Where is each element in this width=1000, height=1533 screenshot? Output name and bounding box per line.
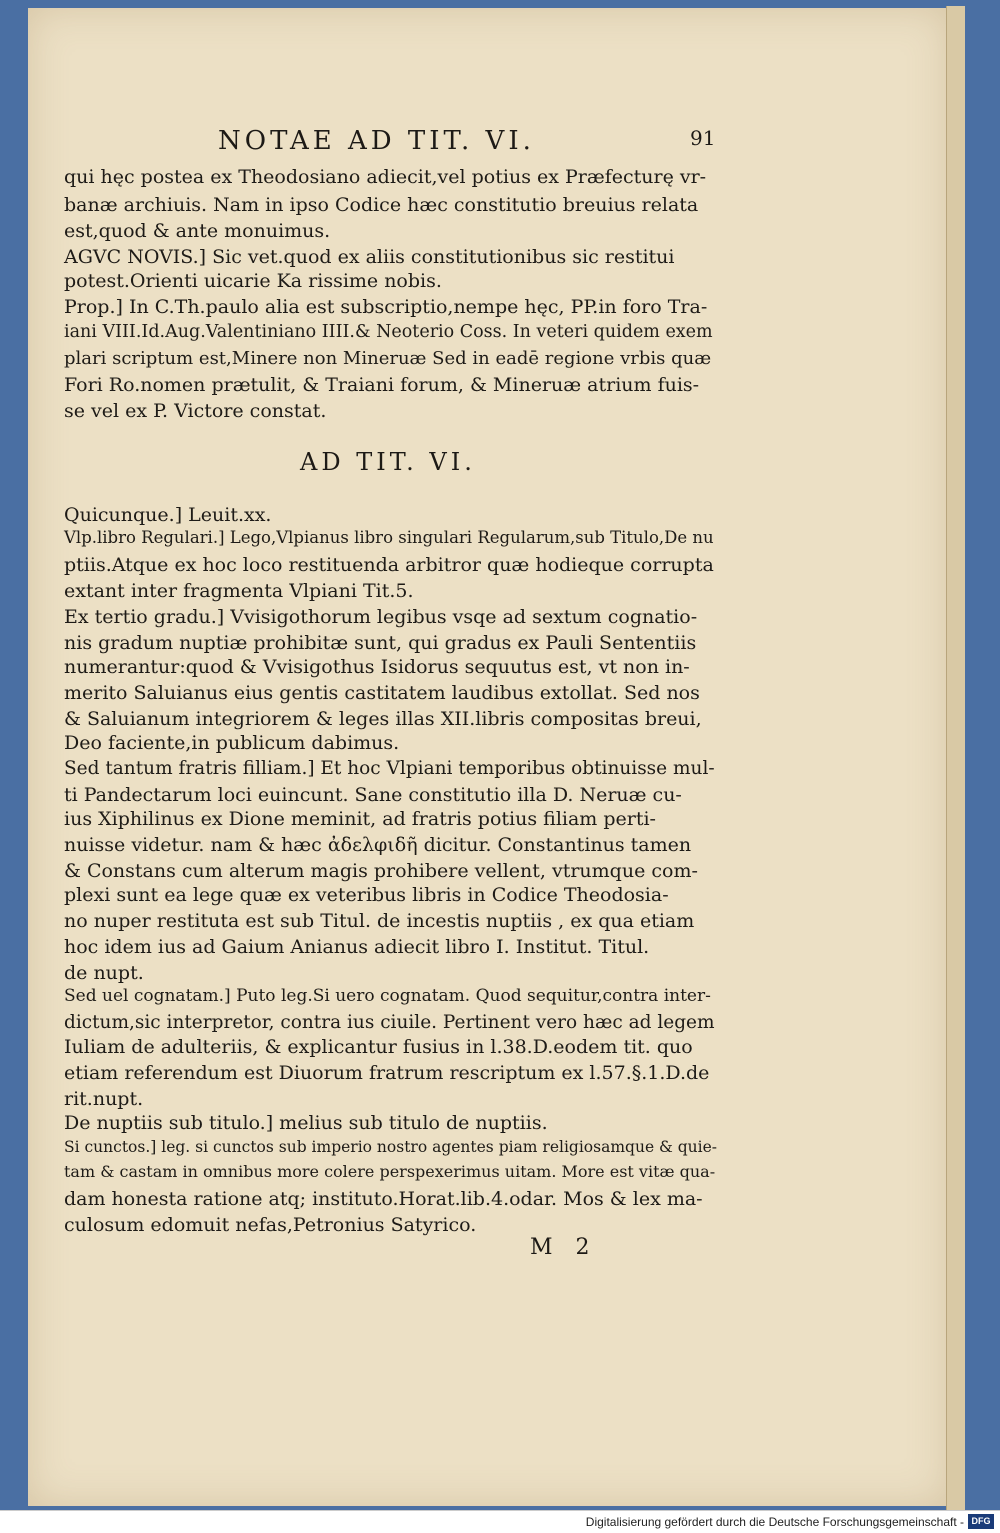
page-number: 91 <box>690 126 716 150</box>
text-line: ti Pandectarum loci euincunt. Sane constitutio illa D. Neruæ cu- <box>64 784 682 806</box>
text-line: & Constans cum alterum magis prohibere vellent, vtrumque com- <box>64 860 698 882</box>
text-line: qui hęc postea ex Theodosiano adiecit,vel potius ex Præfecturę vr- <box>64 166 707 188</box>
text-line: Sed uel cognatam.] Puto leg.Si uero cognatam. Quod sequitur,contra inter- <box>64 986 711 1006</box>
text-line: iani VIII.Id.Aug.Valentiniano IIII.& Neoterio Coss. In veteri quidem exem <box>64 322 713 342</box>
text-line: no nuper restituta est sub Titul. de incestis nuptiis , ex qua etiam <box>64 910 695 932</box>
text-line: Deo faciente,in publicum dabimus. <box>64 732 400 754</box>
text-line: & Saluianum integriorem & leges illas XII.libris compositas breui, <box>64 708 702 730</box>
text-line: tam & castam in omnibus more colere perspexerimus uitam. More est vitæ qua- <box>64 1162 716 1181</box>
text-line: etiam referendum est Diuorum fratrum rescriptum ex l.57.§.1.D.de <box>64 1062 710 1084</box>
text-line: Prop.] In C.Th.paulo alia est subscriptio,nempe hęc, PP.in foro Tra- <box>64 296 708 318</box>
text-line: rit.nupt. <box>64 1088 144 1110</box>
text-line: merito Saluianus eius gentis castitatem laudibus extollat. Sed nos <box>64 682 700 704</box>
text-line: ptiis.Atque ex hoc loco restituenda arbitror quæ hodieque corrupta <box>64 554 714 576</box>
text-line: Sed tantum fratris filliam.] Et hoc Vlpiani temporibus obtinuisse mul- <box>64 758 715 779</box>
text-line: plari scriptum est,Minere non Mineruæ Sed in eadē regione vrbis quæ <box>64 348 712 369</box>
text-line: nuisse videtur. nam & hæc ἀδελφιδῆ dicitur. Constantinus tamen <box>64 834 692 856</box>
text-line: Ex tertio gradu.] Vvisigothorum legibus vsqe ad sextum cognatio- <box>64 606 698 628</box>
text-line: de nupt. <box>64 962 144 984</box>
section-title: AD TIT. VI. <box>300 448 476 476</box>
dfg-logo-icon: DFG <box>968 1514 994 1529</box>
text-line: AGVC NOVIS.] Sic vet.quod ex aliis constitutionibus sic restitui <box>64 246 675 268</box>
text-line: Fori Ro.nomen prætulit, & Traiani forum, & Mineruæ atrium fuis- <box>64 374 700 396</box>
text-line: hoc idem ius ad Gaium Anianus adiecit libro I. Institut. Titul. <box>64 936 650 958</box>
footer <box>0 1510 1000 1533</box>
text-line: Quicunque.] Leuit.xx. <box>64 504 272 526</box>
funding-notice: Digitalisierung gefördert durch die Deutsche Forschungsgemeinschaft - <box>585 1515 964 1529</box>
text-line: est,quod & ante monuimus. <box>64 220 331 242</box>
text-line: ius Xiphilinus ex Dione meminit, ad fratris potius filiam perti- <box>64 808 656 830</box>
text-line: Si cunctos.] leg. si cunctos sub imperio nostro agentes piam religiosamque & quie- <box>64 1138 718 1156</box>
text-line: nis gradum nuptiæ prohibitæ sunt, qui gradus ex Pauli Sententiis <box>64 632 697 654</box>
page-edge <box>946 6 965 1510</box>
text-line: banæ archiuis. Nam in ipso Codice hæc constitutio breuius relata <box>64 194 699 216</box>
text-line: Iuliam de adulteriis, & explicantur fusius in l.38.D.eodem tit. quo <box>64 1036 693 1058</box>
signature-mark: M 2 <box>530 1235 598 1260</box>
text-line: potest.Orienti uicarie Ka rissime nobis. <box>64 270 442 292</box>
text-line: culosum edomuit nefas,Petronius Satyrico. <box>64 1214 477 1236</box>
text-line: numerantur:quod & Vvisigothus Isidorus sequutus est, vt non in- <box>64 656 690 678</box>
text-line: extant inter fragmenta Vlpiani Tit.5. <box>64 580 414 602</box>
text-line: se vel ex P. Victore constat. <box>64 400 327 422</box>
text-line: De nuptiis sub titulo.] melius sub titulo de nuptiis. <box>64 1112 548 1134</box>
text-line: dam honesta ratione atq; instituto.Horat.lib.4.odar. Mos & lex ma- <box>64 1188 703 1210</box>
running-head: NOTAE AD TIT. VI. <box>218 126 535 156</box>
text-line: dictum,sic interpretor, contra ius ciuile. Pertinent vero hæc ad legem <box>64 1012 715 1033</box>
book-page <box>28 8 948 1506</box>
text-line: Vlp.libro Regulari.] Lego,Vlpianus libro singulari Regularum,sub Titulo,De nu <box>64 528 714 547</box>
text-line: plexi sunt ea lege quæ ex veteribus libris in Codice Theodosia- <box>64 884 669 906</box>
